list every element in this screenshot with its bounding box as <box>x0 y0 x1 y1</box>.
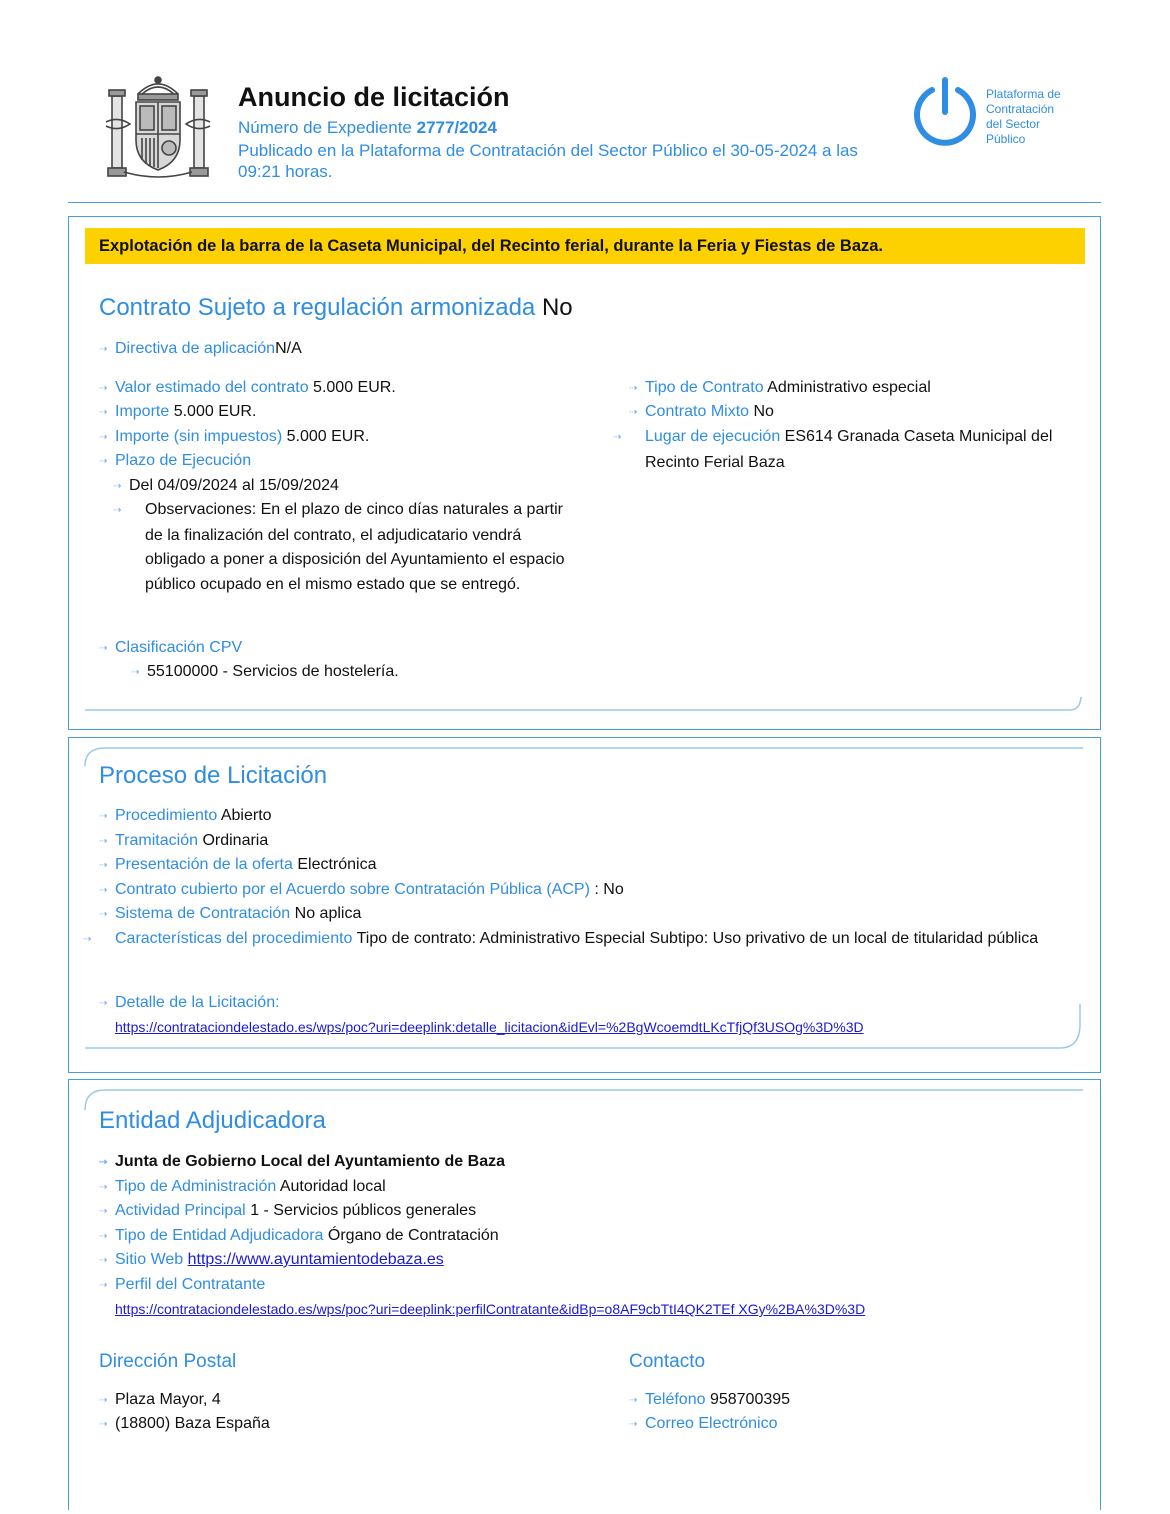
field-label: Contrato Mixto <box>645 403 750 420</box>
tramitacion-row <box>99 829 268 855</box>
arrow-icon: ⇢ <box>99 909 108 920</box>
arrow-icon: ⇢ <box>99 811 108 822</box>
actividad-row <box>99 1199 476 1225</box>
field-value: ES614 Granada Caseta Municipal del Recinto Ferial Baza <box>645 428 1053 471</box>
plazo-row <box>99 449 251 475</box>
field-value: (18800) Baza España <box>115 1415 270 1432</box>
perfil-row <box>99 1273 265 1299</box>
telefono-row <box>629 1388 790 1414</box>
perfil-link-row <box>115 1297 865 1322</box>
entity-section <box>68 1079 1101 1510</box>
field-label: Detalle de la Licitación: <box>115 994 280 1011</box>
direccion-row <box>99 1388 221 1414</box>
field-value: 5.000 EUR. <box>313 379 396 396</box>
header-divider <box>68 202 1101 203</box>
field-label: Tipo de Administración <box>115 1178 277 1195</box>
arrow-icon: ⇢ <box>99 885 108 896</box>
tipo-contrato-row <box>629 376 931 402</box>
decorative-curve <box>85 691 1085 713</box>
field-value: Autoridad local <box>279 1178 386 1195</box>
website-link[interactable]: https://www.ayuntamientodebaza.es <box>187 1251 444 1268</box>
field-value: Del 04/09/2024 al 15/09/2024 <box>129 477 339 494</box>
acp-row <box>99 878 624 904</box>
field-label: Clasificación CPV <box>115 639 243 656</box>
arrow-icon: ⇢ <box>99 860 108 871</box>
field-label: Directiva de aplicación <box>115 340 276 357</box>
field-value: N/A <box>275 340 302 357</box>
logo-line: Plataforma de <box>986 87 1061 101</box>
perfil-contratante-link[interactable]: https://contrataciondelestado.es/wps/poc?uri=deeplink:perfilContratante&idBp=o8AF9cbTtI4QK2TEf XGy%2BA%3D%3D <box>115 1301 866 1317</box>
arrow-icon: ⇢ <box>99 1419 108 1430</box>
sistema-row <box>99 902 361 928</box>
sara-label: Contrato Sujeto a regulación armonizada <box>99 294 536 321</box>
arrow-icon: ⇢ <box>131 667 140 678</box>
field-label: Teléfono <box>645 1391 706 1408</box>
field-value: Plaza Mayor, 4 <box>115 1391 221 1408</box>
contract-object-banner: Explotación de la barra de la Caseta Municipal, del Recinto ferial, durante la Feria y Fiestas de Baza. <box>85 228 1085 264</box>
page-header <box>0 0 1170 205</box>
sara-heading <box>99 294 573 322</box>
caracteristicas-row <box>83 927 1085 953</box>
plazo-value-row <box>113 474 339 500</box>
direccion-heading: Dirección Postal <box>99 1351 237 1372</box>
cpv-row <box>99 636 242 662</box>
procedimiento-row <box>99 804 272 830</box>
field-value: 5.000 EUR. <box>286 428 370 445</box>
arrow-icon: ⇢ <box>99 643 108 654</box>
field-label: Actividad Principal <box>115 1202 246 1219</box>
field-label: Lugar de ejecución <box>645 428 781 445</box>
process-section <box>68 737 1101 1073</box>
field-label: Correo Electrónico <box>645 1415 778 1432</box>
arrow-icon: ⇢ <box>613 432 622 443</box>
arrow-icon: ⇢ <box>99 383 108 394</box>
field-value: No <box>753 403 774 420</box>
correo-row <box>629 1412 778 1438</box>
arrow-icon: ⇢ <box>629 1419 638 1430</box>
detalle-licitacion-link[interactable]: https://contrataciondelestado.es/wps/poc?uri=deeplink:detalle_licitacion&idEvl=%2BgWcoemdtLKcTfjQf3USOg%3D%3D <box>115 1019 864 1035</box>
entity-name: Junta de Gobierno Local del Ayuntamiento de Baza <box>115 1153 505 1170</box>
arrow-icon: ⇢ <box>99 1395 108 1406</box>
arrow-icon: ⇢ <box>99 998 108 1009</box>
decorative-curve <box>85 1000 1085 1052</box>
page-title: Anuncio de licitación <box>238 82 510 112</box>
field-value: Ordinaria <box>202 832 269 849</box>
publication-line: Publicado en la Plataforma de Contratación del Sector Público el 30-05-2024 a las 09:21 horas. <box>238 141 858 181</box>
field-label: Características del procedimiento <box>115 930 353 947</box>
field-label: Procedimiento <box>115 807 218 824</box>
field-value: 5.000 EUR. <box>173 403 257 420</box>
expediente-label: Número de Expediente <box>238 118 417 137</box>
field-label: Contrato cubierto por el Acuerdo sobre Contratación Pública (ACP) <box>115 881 590 898</box>
arrow-icon: ⇢ <box>113 481 122 492</box>
field-value: Órgano de Contratación <box>327 1227 499 1244</box>
section-title: Proceso de Licitación <box>99 762 328 789</box>
tipo-admin-row <box>99 1175 386 1201</box>
arrow-icon: ⇢ <box>99 344 108 355</box>
arrow-icon: ⇢ <box>99 432 108 443</box>
section-title: Entidad Adjudicadora <box>99 1107 326 1134</box>
field-value: 958700395 <box>709 1391 791 1408</box>
platform-logo-text <box>986 87 1096 147</box>
valor-row <box>99 376 396 402</box>
arrow-icon: ⇢ <box>99 1231 108 1242</box>
field-label: Presentación de la oferta <box>115 856 293 873</box>
cpv-value-row <box>131 660 399 686</box>
arrow-icon: ⇢ <box>83 934 92 945</box>
arrow-icon: ⇢ <box>99 407 108 418</box>
directiva-row <box>99 337 302 363</box>
field-label: Importe <box>115 403 170 420</box>
arrow-icon: ⇢ <box>629 1395 638 1406</box>
field-label: Tipo de Contrato <box>645 379 764 396</box>
field-label: Tramitación <box>115 832 198 849</box>
importe-row <box>99 400 256 426</box>
arrow-icon: ⇢ <box>99 836 108 847</box>
arrow-icon: ⇢ <box>99 1280 108 1291</box>
tipo-entidad-row <box>99 1224 499 1250</box>
logo-line: Contratación <box>986 102 1055 116</box>
field-label: Perfil del Contratante <box>115 1276 266 1293</box>
arrow-icon: ⇢ <box>113 505 122 516</box>
field-value: 1 - Servicios públicos generales <box>250 1202 477 1219</box>
contract-section <box>68 216 1101 730</box>
field-value: Observaciones: En el plazo de cinco días naturales a partir de la finalización del contrato, el adjudicatario vendrá obligado a poner a disposición del Ayuntamiento el espacio público ocupado en el mismo estado que se entregó. <box>145 501 565 593</box>
field-value: Abierto <box>220 807 272 824</box>
power-icon <box>910 76 980 148</box>
expediente-line <box>238 118 497 138</box>
importe-sin-row <box>99 425 369 451</box>
logo-line: Público <box>986 132 1026 146</box>
field-value: Electrónica <box>297 856 377 873</box>
field-value: Administrativo especial <box>767 379 931 396</box>
contacto-heading: Contacto <box>629 1351 706 1372</box>
logo-line: del Sector <box>986 117 1041 131</box>
field-value: Tipo de contrato: Administrativo Especial Subtipo: Uso privativo de un local de titularidad pública <box>356 930 1039 947</box>
arrow-icon: ⇢ <box>629 407 638 418</box>
field-value: : No <box>589 881 624 898</box>
observaciones-row <box>113 498 575 597</box>
field-label: Sistema de Contratación <box>115 905 291 922</box>
arrow-icon: ⇢ <box>99 1255 108 1266</box>
arrow-icon: ⇢ <box>629 383 638 394</box>
direccion-row <box>99 1412 270 1438</box>
arrow-icon: ⇢ <box>99 1182 108 1193</box>
sitio-web-row <box>99 1248 444 1274</box>
lugar-row <box>613 425 1105 475</box>
field-value: No aplica <box>294 905 362 922</box>
field-label: Valor estimado del contrato <box>115 379 309 396</box>
arrow-icon: ⇢ <box>99 456 108 467</box>
entidad-nombre-row <box>99 1150 505 1176</box>
arrow-icon: ⇢ <box>99 1206 108 1217</box>
field-label: Sitio Web <box>115 1251 184 1268</box>
field-label: Tipo de Entidad Adjudicadora <box>115 1227 324 1244</box>
field-label: Importe (sin impuestos) <box>115 428 283 445</box>
mixto-row <box>629 400 774 426</box>
expediente-number: 2777/2024 <box>416 118 497 137</box>
coat-of-arms-icon <box>104 72 212 182</box>
field-label: Plazo de Ejecución <box>115 452 252 469</box>
sara-value: No <box>541 294 573 321</box>
field-value: 55100000 - Servicios de hostelería. <box>147 663 399 680</box>
arrow-icon: ⇢ <box>99 1157 108 1168</box>
presentacion-row <box>99 853 377 879</box>
